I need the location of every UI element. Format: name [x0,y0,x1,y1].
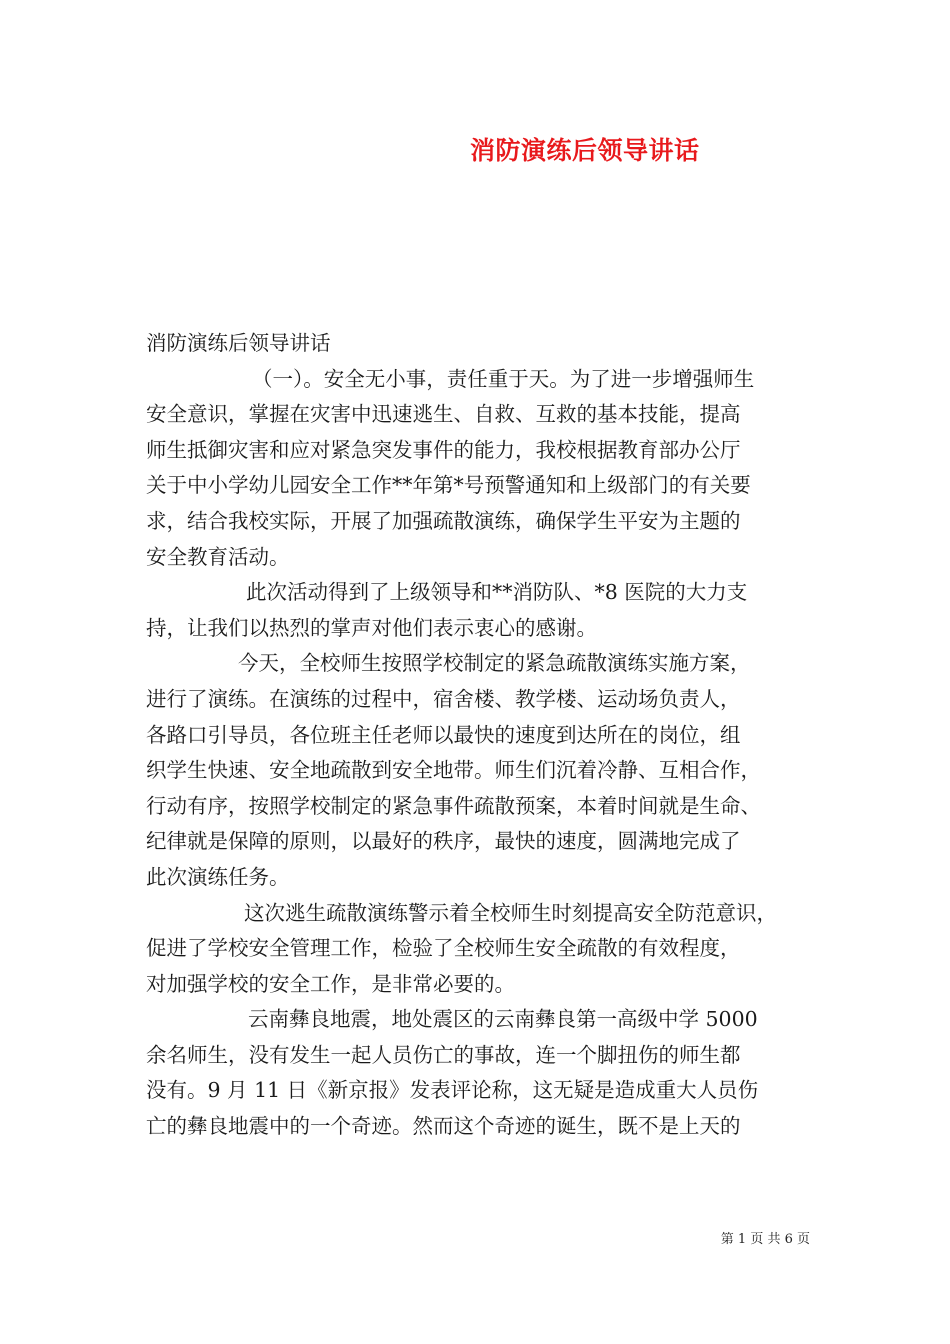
paragraph-line: 今天，全校师生按照学校制定的紧急疏散演练实施方案， [238,651,751,676]
paragraph-line: 持，让我们以热烈的掌声对他们表示衷心的感谢。 [146,615,597,640]
paragraph-1 [146,362,810,576]
page-number-footer: 第 1 页 共 6 页 [720,1232,810,1247]
paragraph-line: 促进了学校安全管理工作，检验了全校师生安全疏散的有效程度， [146,936,741,961]
paragraph-line: 安全教育活动。 [146,544,290,569]
paragraph-line: 关于中小学幼儿园安全工作**年第*号预警通知和上级部门的有关要 [146,473,751,498]
paragraph-line: 此次演练任务。 [146,864,290,889]
paragraph-3 [146,646,810,895]
paragraph-line: 各路口引导员，各位班主任老师以最快的速度到达所在的岗位，组 [146,722,741,747]
paragraph-2 [146,575,810,646]
paragraph-line: 此次活动得到了上级领导和**消防队、*8 医院的大力支 [246,580,748,605]
paragraph-line: 师生抵御灾害和应对紧急突发事件的能力，我校根据教育部办公厅 [146,437,741,462]
paragraph-line: 对加强学校的安全工作，是非常必要的。 [146,971,515,996]
paragraph-4 [146,896,810,1003]
paragraph-line: （一）。安全无小事，责任重于天。为了进一步增强师生 [252,366,755,391]
document-title: 消防演练后领导讲话 [470,136,700,165]
paragraph-line: 行动有序，按照学校制定的紧急事件疏散预案，本着时间就是生命、 [146,793,761,818]
paragraph-line: 云南彝良地震，地处震区的云南彝良第一高级中学 5000 [248,1007,758,1032]
paragraph-line: 没有。9 月 11 日《新京报》发表评论称，这无疑是造成重大人员伤 [146,1078,759,1103]
paragraph-line: 求，结合我校实际，开展了加强疏散演练，确保学生平安为主题的 [146,508,741,533]
paragraph-line: 这次逃生疏散演练警示着全校师生时刻提高安全防范意识， [244,900,777,925]
paragraph-line: 安全意识，掌握在灾害中迅速逃生、自救、互救的基本技能，提高 [146,402,741,427]
paragraph-5 [146,1002,810,1144]
paragraph-line: 织学生快速、安全地疏散到安全地带。师生们沉着冷静、互相合作， [146,758,761,783]
paragraph-line: 亡的彝良地震中的一个奇迹。然而这个奇迹的诞生，既不是上天的 [146,1114,741,1139]
paragraph-line: 余名师生，没有发生一起人员伤亡的事故，连一个脚扭伤的师生都 [146,1042,741,1067]
paragraph-line: 纪律就是保障的原则，以最好的秩序，最快的速度，圆满地完成了 [146,829,741,854]
body-heading: 消防演练后领导讲话 [146,331,331,355]
paragraph-line: 进行了演练。在演练的过程中，宿舍楼、教学楼、运动场负责人， [146,686,741,711]
document-body [146,326,810,1145]
